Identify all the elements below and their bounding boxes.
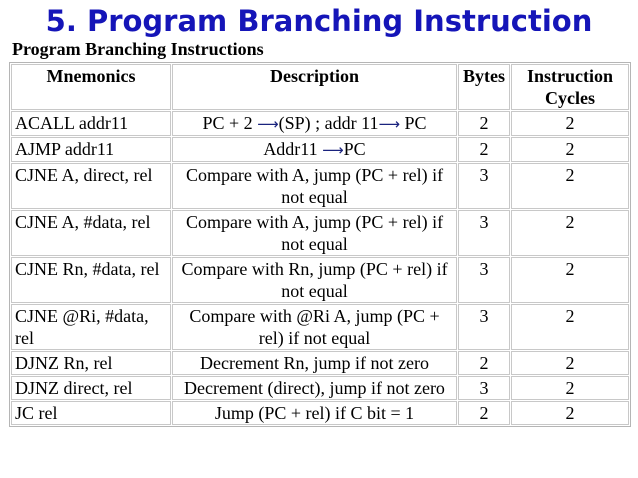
header-description: Description [172, 64, 457, 110]
header-cycles-line2: Cycles [545, 88, 595, 108]
arrow-right-icon: ⟶ [322, 141, 344, 159]
desc-part: PC [343, 139, 366, 159]
description-cell: Jump (PC + rel) if C bit = 1 [172, 401, 457, 425]
description-cell: Compare with Rn, jump (PC + rel) if not equal [172, 257, 457, 303]
description-cell: Decrement Rn, jump if not zero [172, 351, 457, 375]
description-cell: Compare with A, jump (PC + rel) if not equal [172, 210, 457, 256]
mnemonic-cell: CJNE Rn, #data, rel [11, 257, 171, 303]
description-cell: Compare with @Ri A, jump (PC + rel) if not equal [172, 304, 457, 350]
branching-instructions-table [9, 62, 631, 427]
cycles-cell: 2 [511, 401, 629, 425]
description-cell: Compare with A, jump (PC + rel) if not equal [172, 163, 457, 209]
mnemonic-cell: CJNE @Ri, #data, rel [11, 304, 171, 350]
mnemonic-cell: JC rel [11, 401, 171, 425]
slide-title: 5. Program Branching Instruction [45, 4, 593, 38]
bytes-cell: 3 [458, 257, 510, 303]
header-cycles-line1: Instruction [526, 66, 613, 86]
cycles-cell: 2 [511, 351, 629, 375]
description-cell: Decrement (direct), jump if not zero [172, 376, 457, 400]
bytes-cell: 2 [458, 401, 510, 425]
cycles-cell: 2 [511, 210, 629, 256]
bytes-cell: 2 [458, 137, 510, 162]
bytes-cell: 3 [458, 210, 510, 256]
cycles-cell: 2 [511, 163, 629, 209]
table-header-row [11, 64, 629, 110]
bytes-cell: 2 [458, 111, 510, 136]
table-row [11, 210, 629, 256]
table-row [11, 401, 629, 425]
arrow-right-icon: ⟶ [378, 115, 400, 133]
table-row [11, 304, 629, 350]
mnemonic-cell: DJNZ Rn, rel [11, 351, 171, 375]
cycles-cell: 2 [511, 111, 629, 136]
mnemonic-cell: ACALL addr11 [11, 111, 171, 136]
table-row [11, 376, 629, 400]
desc-part: PC [400, 113, 427, 133]
bytes-cell: 3 [458, 304, 510, 350]
arrow-right-icon: ⟶ [257, 115, 279, 133]
cycles-cell: 2 [511, 376, 629, 400]
mnemonic-cell: CJNE A, direct, rel [11, 163, 171, 209]
table-caption: Program Branching Instructions [12, 39, 264, 59]
header-mnemonics: Mnemonics [11, 64, 171, 110]
desc-part: PC + 2 [202, 113, 258, 133]
cycles-cell: 2 [511, 257, 629, 303]
header-bytes: Bytes [458, 64, 510, 110]
table-row [11, 351, 629, 375]
table-row [11, 111, 629, 136]
mnemonic-cell: CJNE A, #data, rel [11, 210, 171, 256]
table-row [11, 137, 629, 162]
bytes-cell: 3 [458, 163, 510, 209]
table-row [11, 163, 629, 209]
header-instruction-cycles [511, 64, 629, 110]
desc-part: (SP) ; addr 11 [278, 113, 379, 133]
mnemonic-cell: AJMP addr11 [11, 137, 171, 162]
bytes-cell: 3 [458, 376, 510, 400]
desc-part: Addr11 [263, 139, 323, 159]
mnemonic-cell: DJNZ direct, rel [11, 376, 171, 400]
bytes-cell: 2 [458, 351, 510, 375]
cycles-cell: 2 [511, 304, 629, 350]
description-cell [172, 137, 457, 162]
cycles-cell: 2 [511, 137, 629, 162]
description-cell [172, 111, 457, 136]
table-row [11, 257, 629, 303]
